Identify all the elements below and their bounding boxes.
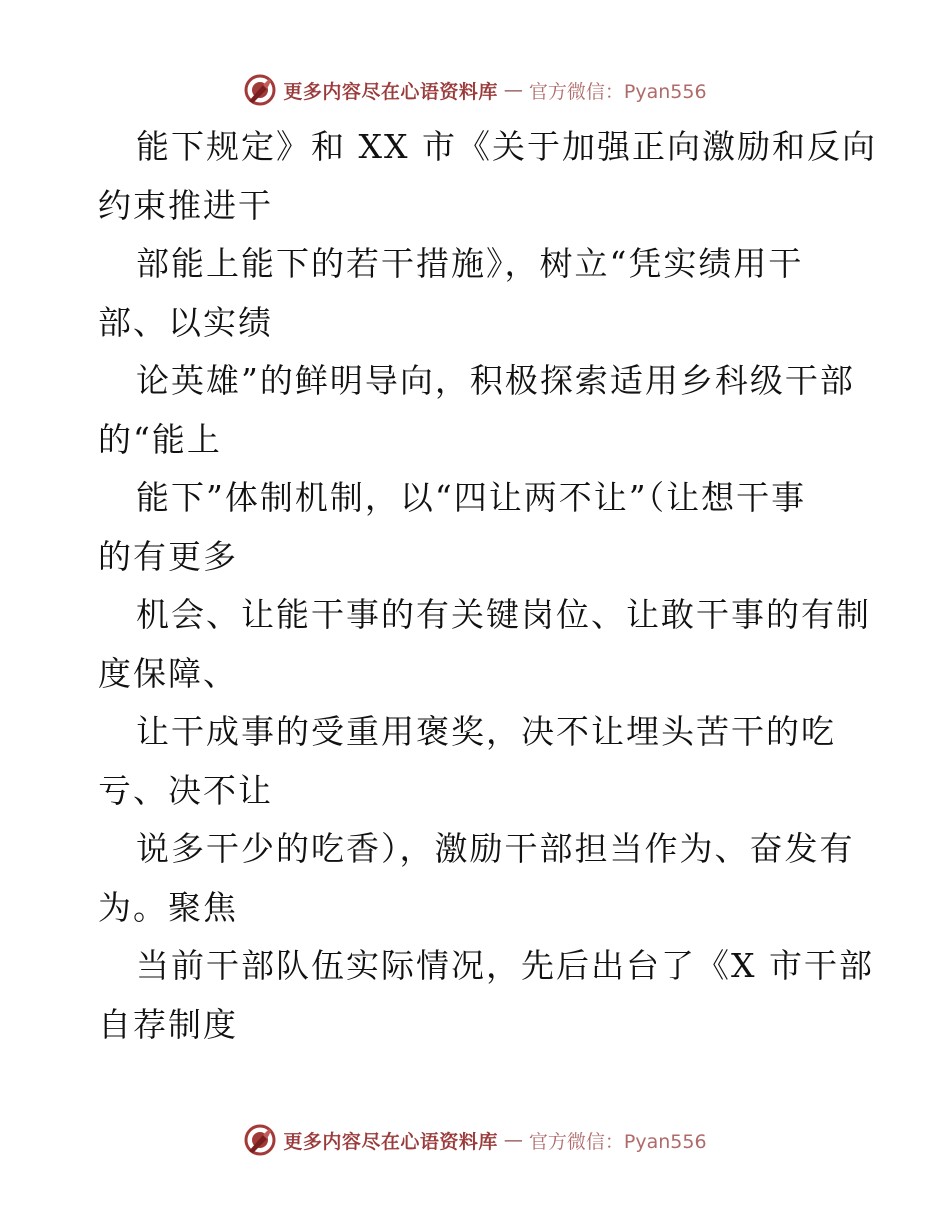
watermark-brand: 更多内容尽在心语资料库 <box>283 80 498 103</box>
text-line: 当前干部队伍实际情况，先后出台了《X 市干部 <box>136 946 874 985</box>
footer-watermark <box>0 1118 950 1162</box>
text-line: 说多干少的吃香），激励干部担当作为、奋发有 <box>136 829 855 868</box>
text-line: 部、以实绩 <box>98 302 273 342</box>
text-line: 自荐制度 <box>98 1004 238 1044</box>
document-body <box>98 118 877 1054</box>
text-line: 的“能上 <box>98 419 222 459</box>
watermark-wechat: 官方微信：Pyan556 <box>528 80 707 103</box>
watermark-dash: — <box>503 79 523 101</box>
pen-seal-icon <box>243 1123 277 1157</box>
pen-seal-icon <box>243 73 277 107</box>
watermark-wechat: 官方微信：Pyan556 <box>528 1130 707 1153</box>
header-watermark <box>0 68 950 112</box>
text-line: 论英雄”的鲜明导向，积极探索适用乡科级干部 <box>136 361 855 400</box>
watermark-dash: — <box>503 1129 523 1151</box>
text-line: 机会、让能干事的有关键岗位、让敢干事的有制 <box>136 595 871 634</box>
text-line: 能下规定》和 XX 市《关于加强正向激励和反向 <box>136 127 877 166</box>
text-line: 能下”体制机制，以“四让两不让”（让想干事 <box>136 478 807 517</box>
text-line: 为。聚焦 <box>98 887 238 927</box>
text-line: 让干成事的受重用褒奖，决不让埋头苦干的吃 <box>136 712 836 751</box>
text-line: 的有更多 <box>98 536 238 576</box>
text-line: 约束推进干 <box>98 185 273 225</box>
text-line: 部能上能下的若干措施》，树立“凭实绩用干 <box>136 244 804 283</box>
text-line: 亏、决不让 <box>98 770 273 810</box>
text-line: 度保障、 <box>98 653 238 693</box>
watermark-brand: 更多内容尽在心语资料库 <box>283 1130 498 1153</box>
